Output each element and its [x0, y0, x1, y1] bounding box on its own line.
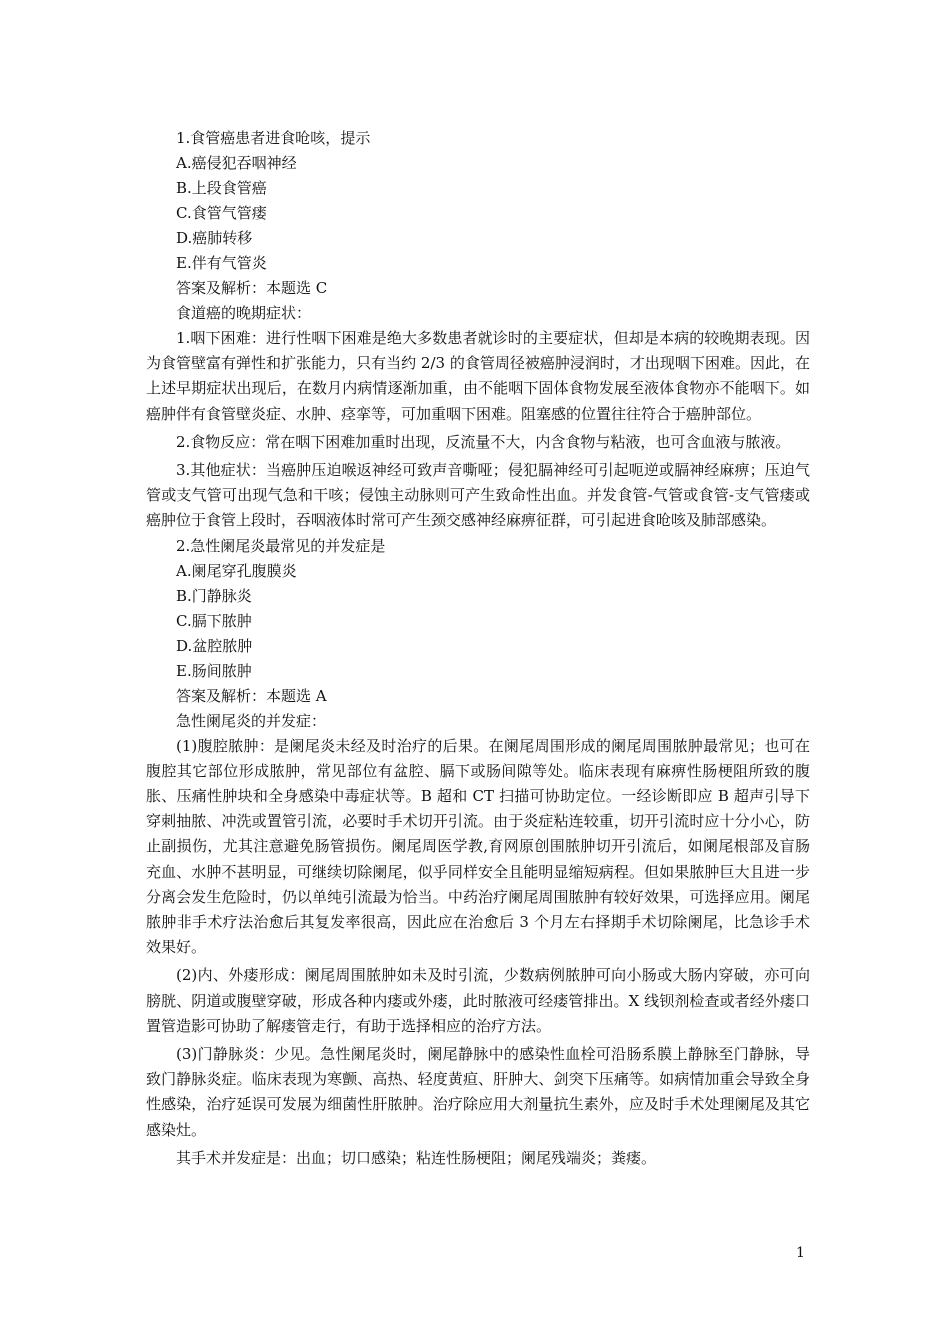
question-2-option-d: D.盆腔脓肿 [176, 636, 253, 655]
question-1-option-d: D.癌肺转移 [176, 229, 253, 247]
question-1-explanation-paragraph: 1.咽下困难：进行性咽下困难是绝大多数患者就诊时的主要症状，但却是本病的较晚期表现。因为食管壁富有弹性和扩张能力，只有当约 2/3 的食管周径被癌肿浸润时，才出现咽下困难。因此，在上述早期症状出现后，在数月内病情逐渐加重，由不能咽下固体食物发展至液体食物亦不能咽下。如癌肿伴有食管壁炎症、水肿、痉挛等，可加重咽下困难。阻塞感的位置往往符合于癌肿部位。 [146, 329, 810, 423]
question-2-explanation-heading: 急性阑尾炎的并发症： [176, 711, 327, 730]
question-1-option-b: B.上段食管癌 [176, 179, 267, 197]
question-1-option-c: C.食管气管瘘 [176, 204, 267, 222]
question-2-answer: 答案及解析：本题选 A [176, 686, 327, 705]
question-2-explanation-paragraph: (3)门静脉炎：少见。急性阑尾炎时，阑尾静脉中的感染性血栓可沿肠系膜上静脉至门静脉，导致门静脉炎症。临床表现为寒颤、高热、轻度黄疸、肝肿大、剑突下压痛等。如病情加重会导致全身性感染，治疗延误可发展为细菌性肝脓肿。治疗除应用大剂量抗生素外，应及时手术处理阑尾及其它感染灶。 [146, 1045, 810, 1139]
page-content [146, 126, 810, 1171]
question-1-stem: 1.食管癌患者进食呛咳，提示 [176, 129, 371, 147]
question-2-option-a: A.阑尾穿孔腹膜炎 [176, 561, 297, 580]
question-2-option-c: C.膈下脓肿 [176, 611, 252, 630]
question-1-explanation-paragraph: 3.其他症状：当癌肿压迫喉返神经可致声音嘶哑；侵犯膈神经可引起呃逆或膈神经麻痹；压迫气管或支气管可出现气急和干咳；侵蚀主动脉则可产生致命性出血。并发食管-气管或食管-支气管瘘或癌肿位于食管上段时，吞咽液体时常可产生颈交感神经麻痹征群，可引起进食呛咳及肺部感染。 [146, 461, 810, 530]
question-2-explanation-paragraph: (2)内、外瘘形成：阑尾周围脓肿如未及时引流，少数病例脓肿可向小肠或大肠内穿破，亦可向膀胱、阴道或腹壁穿破，形成各种内瘘或外瘘，此时脓液可经瘘管排出。X 线钡剂检查或者经外瘘口置管造影可协助了解瘘管走行，有助于选择相应的治疗方法。 [146, 966, 810, 1035]
question-1-option-e: E.伴有气管炎 [176, 254, 267, 272]
question-1-answer: 答案及解析：本题选 C [176, 279, 328, 297]
question-2-option-e: E.肠间脓肿 [176, 661, 252, 680]
question-2-explanation-paragraph: (1)腹腔脓肿：是阑尾炎未经及时治疗的后果。在阑尾周围形成的阑尾周围脓肿最常见；也可在腹腔其它部位形成脓肿，常见部位有盆腔、膈下或肠间隙等处。临床表现有麻痹性肠梗阻所致的腹胀、压痛性肿块和全身感染中毒症状等。B 超和 CT 扫描可协助定位。一经诊断即应 B 超声引导下穿刺抽脓、冲洗或置管引流，必要时手术切开引流。由于炎症粘连较重，切开引流时应十分小心，防止副损伤，尤其注意避免肠管损伤。阑尾周医学教,育网原创围脓肿切开引流后，如阑尾根部及盲肠充血、水肿不甚明显，可继续切除阑尾，似乎同样安全且能明显缩短病程。但如果脓肿巨大且进一步分离会发生危险时，仍以单纯引流最为恰当。中药治疗阑尾周围脓肿有较好效果，可选择应用。阑尾脓肿非手术疗法治愈后其复发率很高，因此应在治愈后 3 个月左右择期手术切除阑尾，比急诊手术效果好。 [146, 736, 810, 957]
page-number: 1 [796, 1245, 805, 1261]
question-2-option-b: B.门静脉炎 [176, 586, 252, 605]
question-1-explanation-heading: 食道癌的晚期症状： [176, 304, 312, 322]
question-1-option-a: A.癌侵犯吞咽神经 [176, 154, 297, 172]
question-2-stem: 2.急性阑尾炎最常见的并发症是 [176, 536, 386, 555]
question-1-explanation-paragraph: 2.食物反应：常在咽下困难加重时出现，反流量不大，内含食物与粘液，也可含血液与脓液。 [176, 432, 791, 451]
question-2-closing-line: 其手术并发症是：出血；切口感染；粘连性肠梗阻；阑尾残端炎；粪瘘。 [176, 1148, 657, 1167]
